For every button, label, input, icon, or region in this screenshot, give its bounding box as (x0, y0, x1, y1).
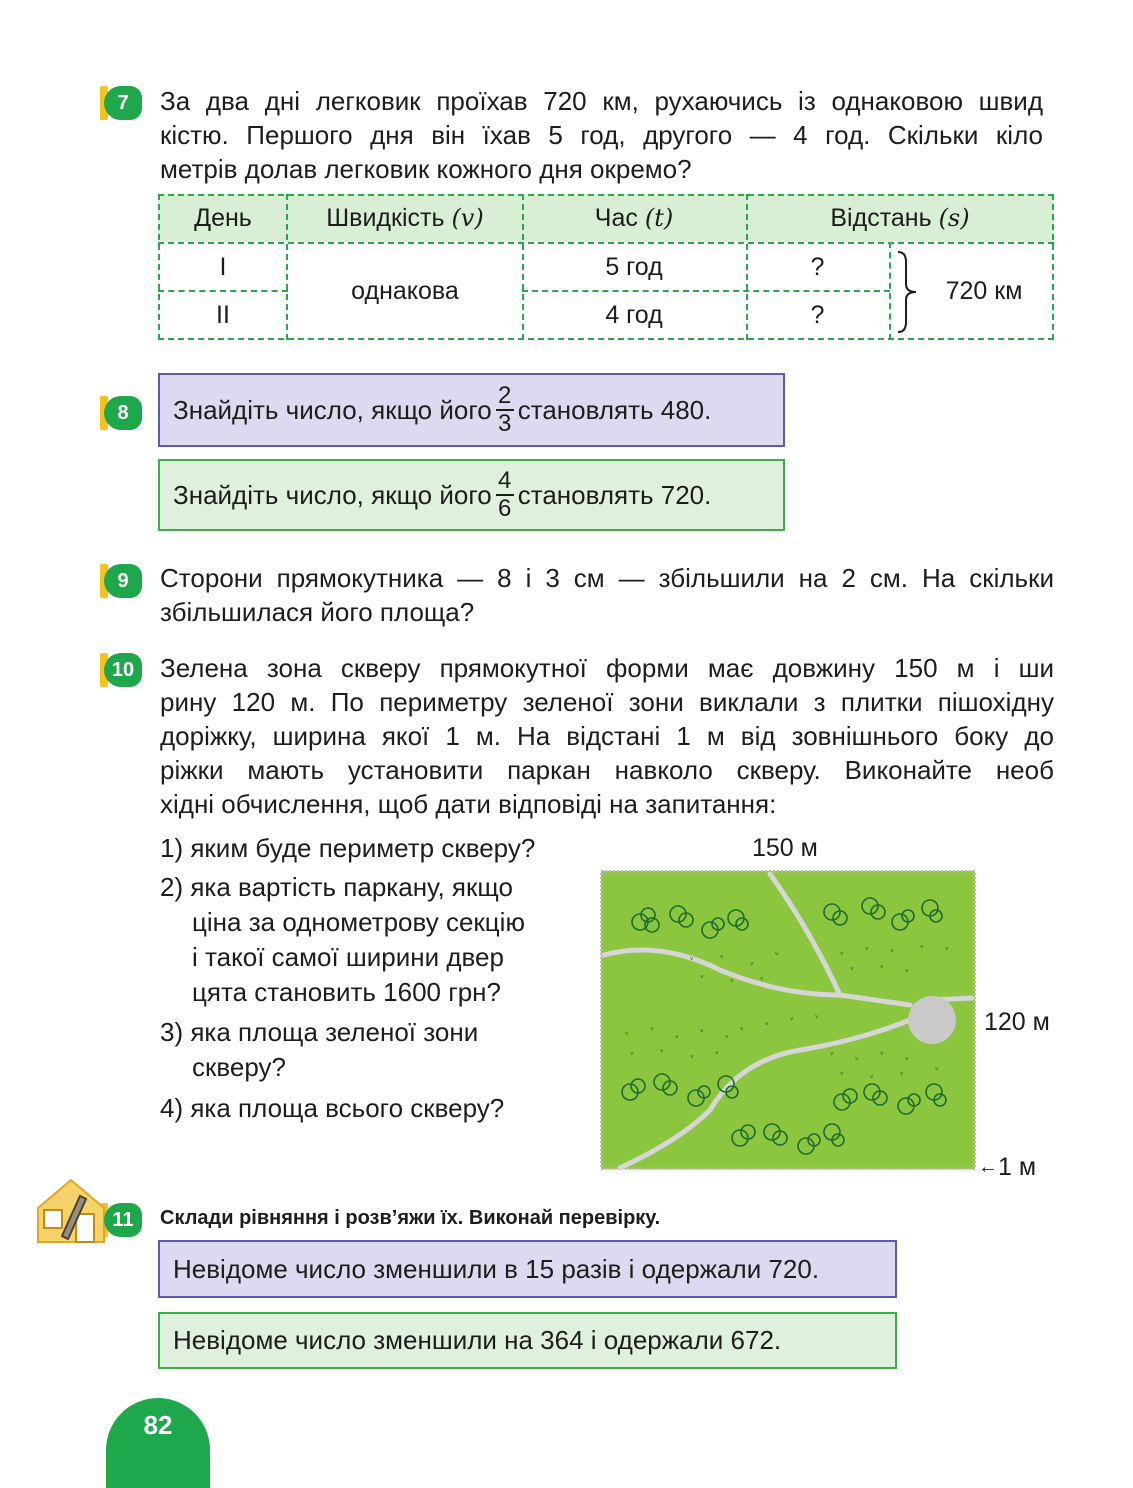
map-path-width-label: ← 1 м (978, 1153, 1037, 1181)
cell-day-1: I (219, 252, 227, 281)
svg-text:ᵥ: ᵥ (880, 961, 884, 971)
cell-time-2: 4 год (605, 300, 663, 329)
svg-text:ᵥ: ᵥ (840, 948, 844, 958)
question-1: 1) яким буде периметр скверу? (160, 833, 536, 863)
fraction: $\frac{2}{3}$ (496, 384, 514, 436)
svg-text:ᵥ: ᵥ (700, 1025, 704, 1035)
task-9-text (160, 561, 1054, 595)
question-3: 3) яка площа зеленої зони скверу? (160, 1017, 479, 1082)
svg-text:ᵥ: ᵥ (880, 1048, 884, 1058)
svg-text:ᵥ: ᵥ (850, 963, 854, 973)
header-distance: Відстань (s) (830, 203, 970, 232)
text-line: рину 120 м. По периметру зеленої зони виклали з плитки пішохідну (160, 687, 1054, 717)
svg-text:ᵥ: ᵥ (865, 943, 869, 953)
svg-text:ᵥ: ᵥ (775, 948, 779, 958)
svg-text:ᵥ: ᵥ (625, 1028, 629, 1038)
svg-text:ᵥ: ᵥ (855, 1053, 859, 1063)
text-line: збільшилася його площа? (160, 597, 475, 627)
header-speed: Швидкість (v) (326, 203, 484, 232)
text-line: метрів долав легковик кожного дня окремо? (160, 154, 692, 184)
svg-text:ᵥ: ᵥ (935, 1063, 939, 1073)
text-line: Сторони прямокутника — 8 і 3 см — збільшили на 2 см. На скільки (160, 563, 1054, 593)
text-line: Зелена зона скверу прямокутної форми має довжину 150 м і ши (160, 653, 1054, 683)
cell-day-2: II (216, 300, 230, 329)
text-line: ріжки мають установити паркан навколо скверу. Виконайте необ (160, 755, 1054, 785)
question-4: 4) яка площа всього скверу? (160, 1093, 505, 1123)
svg-text:ᵥ: ᵥ (920, 941, 924, 951)
task-number-badge-11: 11 (104, 1203, 142, 1237)
header-day: День (194, 203, 252, 232)
map-width-label: 120 м (984, 1008, 1050, 1036)
cell-distance-1: ? (810, 252, 825, 281)
task-8-violet-box: Знайдіть число, якщо його $\frac{2}{3}$ становлять 480. (158, 373, 785, 447)
svg-text:ᵥ: ᵥ (630, 1048, 634, 1058)
cell-total-distance: 720 км (945, 276, 1023, 305)
park-map (600, 870, 976, 1170)
task-9-text-end (160, 595, 1054, 629)
svg-text:ᵥ: ᵥ (905, 965, 909, 975)
arrow-left-icon: ← (978, 1156, 998, 1178)
motion-table (158, 194, 1054, 340)
svg-text:ᵥ: ᵥ (905, 1053, 909, 1063)
cell-speed: однакова (351, 276, 459, 305)
task-10-text (160, 651, 1054, 787)
text-line: кістю. Першого дня він їхав 5 год, другого — 4 год. Скільки кіло (160, 120, 1043, 150)
svg-text:ᵥ: ᵥ (650, 1023, 654, 1033)
homework-house-icon (36, 1178, 106, 1244)
task-number-badge-7: 7 (104, 86, 142, 120)
svg-text:ᵥ: ᵥ (815, 1011, 819, 1021)
svg-text:ᵥ: ᵥ (765, 1018, 769, 1028)
svg-text:ᵥ: ᵥ (720, 951, 724, 961)
svg-text:ᵥ: ᵥ (730, 975, 734, 985)
task-11-violet-box: Невідоме число зменшили в 15 разів і одержали 720. (158, 1240, 897, 1298)
task-number-badge-8: 8 (104, 396, 142, 430)
page-number: 82 (106, 1398, 210, 1488)
svg-text:ᵥ: ᵥ (900, 1068, 904, 1078)
task-11-instruction: Склади рівняння і розв’яжи їх. Виконай перевірку. (160, 1207, 661, 1229)
text-line: доріжку, ширина якої 1 м. На відстані 1 м від зовнішнього боку до (160, 721, 1054, 751)
svg-text:ᵥ: ᵥ (725, 1031, 729, 1041)
svg-text:ᵥ: ᵥ (790, 1013, 794, 1023)
svg-text:ᵥ: ᵥ (740, 1023, 744, 1033)
task-7-text-end (160, 152, 1043, 186)
svg-text:ᵥ: ᵥ (750, 958, 754, 968)
header-time: Час (t) (594, 203, 674, 232)
question-2: 2) яка вартість паркану, якщо ціна за однометрову секцію і такої самої ширини двер цята становить 1600 грн? (160, 872, 525, 1007)
svg-text:ᵥ: ᵥ (830, 1048, 834, 1058)
svg-text:ᵥ: ᵥ (760, 973, 764, 983)
task-number-badge-10: 10 (104, 653, 142, 687)
cell-time-1: 5 год (605, 252, 663, 281)
svg-text:ᵥ: ᵥ (890, 945, 894, 955)
map-length-label: 150 м (752, 834, 818, 862)
svg-text:ᵥ: ᵥ (660, 1045, 664, 1055)
svg-text:ᵥ: ᵥ (840, 1068, 844, 1078)
svg-text:ᵥ: ᵥ (675, 1031, 679, 1041)
text-line: хідні обчислення, щоб дати відповіді на запитання: (160, 789, 777, 819)
task-11-green-box: Невідоме число зменшили на 364 і одержали 672. (158, 1312, 897, 1369)
task-10-text-end (160, 787, 1054, 821)
svg-text:ᵥ: ᵥ (715, 1047, 719, 1057)
task-7-text (160, 84, 1043, 152)
svg-text:ᵥ: ᵥ (700, 971, 704, 981)
task-number-badge-9: 9 (104, 564, 142, 598)
svg-text:ᵥ: ᵥ (690, 1051, 694, 1061)
task-8-green-box: Знайдіть число, якщо його $\frac{4}{6}$ становлять 720. (158, 459, 785, 531)
svg-text:ᵥ: ᵥ (690, 953, 694, 963)
svg-text:ᵥ: ᵥ (945, 943, 949, 953)
fraction: $\frac{4}{6}$ (496, 469, 514, 521)
text-line: За два дні легковик проїхав 720 км, рухаючись із однаковою швид (160, 86, 1043, 116)
svg-text:ᵥ: ᵥ (870, 1071, 874, 1081)
cell-distance-2: ? (810, 300, 825, 329)
